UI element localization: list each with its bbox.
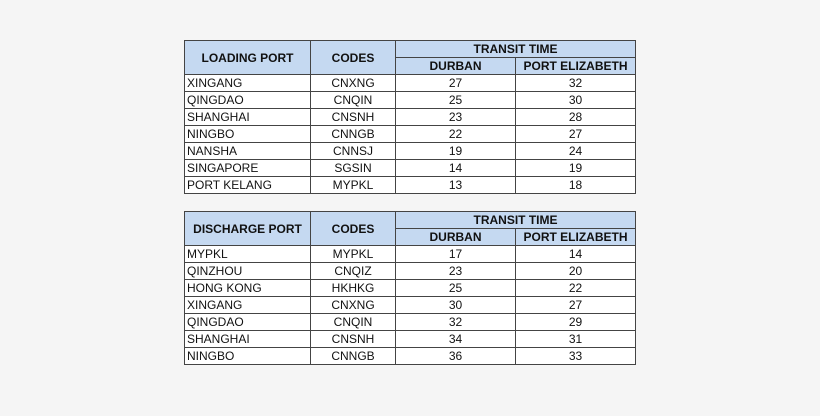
header-codes: CODES (311, 212, 396, 246)
port-cell: XINGANG (185, 75, 311, 92)
table-row (185, 126, 636, 143)
header-durban: DURBAN (396, 229, 516, 246)
table-row (185, 331, 636, 348)
port-cell: QINGDAO (185, 314, 311, 331)
port-elizabeth-cell: 29 (516, 314, 636, 331)
durban-cell: 27 (396, 75, 516, 92)
code-cell: SGSIN (311, 160, 396, 177)
durban-cell: 13 (396, 177, 516, 194)
table-row (185, 263, 636, 280)
port-cell: SHANGHAI (185, 331, 311, 348)
code-cell: CNQIN (311, 314, 396, 331)
code-cell: CNNSJ (311, 143, 396, 160)
port-cell: NINGBO (185, 126, 311, 143)
port-elizabeth-cell: 31 (516, 331, 636, 348)
port-cell: NANSHA (185, 143, 311, 160)
code-cell: CNXNG (311, 75, 396, 92)
durban-cell: 34 (396, 331, 516, 348)
code-cell: CNQIZ (311, 263, 396, 280)
code-cell: CNNGB (311, 348, 396, 365)
durban-cell: 25 (396, 92, 516, 109)
header-durban: DURBAN (396, 58, 516, 75)
durban-cell: 30 (396, 297, 516, 314)
durban-cell: 32 (396, 314, 516, 331)
table-row (185, 143, 636, 160)
durban-cell: 23 (396, 109, 516, 126)
durban-cell: 23 (396, 263, 516, 280)
discharge-port-table (184, 211, 636, 365)
durban-cell: 36 (396, 348, 516, 365)
table-row (185, 160, 636, 177)
header-codes: CODES (311, 41, 396, 75)
port-elizabeth-cell: 19 (516, 160, 636, 177)
code-cell: CNNGB (311, 126, 396, 143)
port-elizabeth-cell: 18 (516, 177, 636, 194)
code-cell: CNSNH (311, 109, 396, 126)
port-elizabeth-cell: 27 (516, 126, 636, 143)
code-cell: CNQIN (311, 92, 396, 109)
table-row (185, 348, 636, 365)
header-loading-port: LOADING PORT (185, 41, 311, 75)
table-gap (184, 194, 636, 211)
port-elizabeth-cell: 27 (516, 297, 636, 314)
port-elizabeth-cell: 20 (516, 263, 636, 280)
table-row (185, 297, 636, 314)
durban-cell: 25 (396, 280, 516, 297)
table-row (185, 246, 636, 263)
header-transit-time: TRANSIT TIME (396, 41, 636, 58)
durban-cell: 19 (396, 143, 516, 160)
header-transit-time: TRANSIT TIME (396, 212, 636, 229)
header-port-elizabeth: PORT ELIZABETH (516, 229, 636, 246)
loading-port-table (184, 40, 636, 194)
port-elizabeth-cell: 22 (516, 280, 636, 297)
port-cell: XINGANG (185, 297, 311, 314)
transit-time-sheet (184, 40, 636, 365)
port-elizabeth-cell: 32 (516, 75, 636, 92)
port-cell: SHANGHAI (185, 109, 311, 126)
code-cell: MYPKL (311, 246, 396, 263)
port-cell: SINGAPORE (185, 160, 311, 177)
table-row (185, 75, 636, 92)
header-discharge-port: DISCHARGE PORT (185, 212, 311, 246)
port-cell: QINZHOU (185, 263, 311, 280)
durban-cell: 17 (396, 246, 516, 263)
port-cell: NINGBO (185, 348, 311, 365)
port-cell: HONG KONG (185, 280, 311, 297)
code-cell: CNXNG (311, 297, 396, 314)
header-port-elizabeth: PORT ELIZABETH (516, 58, 636, 75)
code-cell: MYPKL (311, 177, 396, 194)
port-cell: PORT KELANG (185, 177, 311, 194)
durban-cell: 14 (396, 160, 516, 177)
port-elizabeth-cell: 28 (516, 109, 636, 126)
table-row (185, 314, 636, 331)
port-elizabeth-cell: 30 (516, 92, 636, 109)
port-cell: MYPKL (185, 246, 311, 263)
code-cell: CNSNH (311, 331, 396, 348)
table-row (185, 280, 636, 297)
table-row (185, 177, 636, 194)
port-elizabeth-cell: 24 (516, 143, 636, 160)
port-elizabeth-cell: 14 (516, 246, 636, 263)
port-elizabeth-cell: 33 (516, 348, 636, 365)
code-cell: HKHKG (311, 280, 396, 297)
table-row (185, 109, 636, 126)
table-row (185, 92, 636, 109)
durban-cell: 22 (396, 126, 516, 143)
port-cell: QINGDAO (185, 92, 311, 109)
